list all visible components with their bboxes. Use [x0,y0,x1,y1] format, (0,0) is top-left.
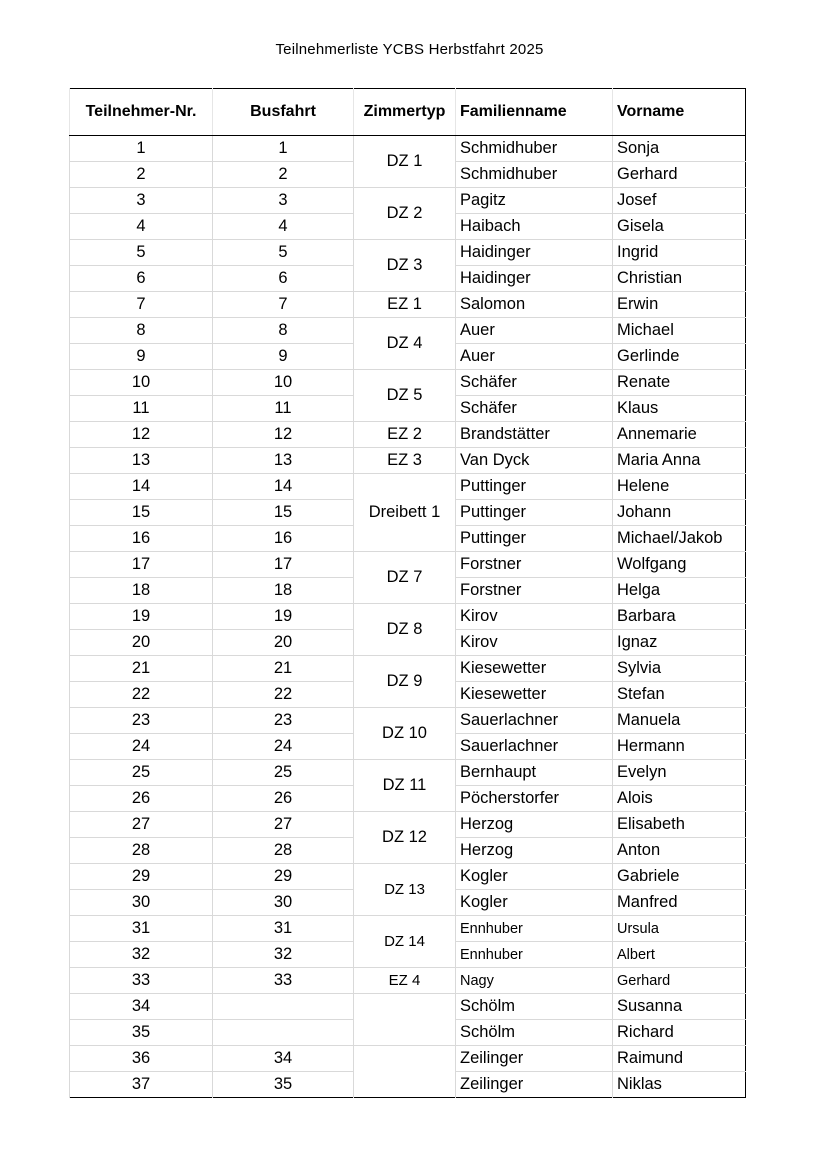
first-name-cell: Gerlinde [613,344,746,370]
last-name-cell: Schmidhuber [456,136,613,162]
table-row [70,136,746,162]
last-name-cell: Herzog [456,812,613,838]
last-name-cell: Ennhuber [456,942,613,968]
participant-number-cell: 27 [70,812,213,838]
bus-trip-cell: 2 [213,162,354,188]
room-type-cell: EZ 2 [354,422,456,448]
room-type-cell: DZ 13 [354,864,456,916]
room-type-cell: Dreibett 1 [354,474,456,552]
participant-table [69,88,746,1098]
last-name-cell: Zeilinger [456,1046,613,1072]
last-name-cell: Kogler [456,864,613,890]
participant-number-cell: 16 [70,526,213,552]
first-name-cell: Ursula [613,916,746,942]
first-name-cell: Helene [613,474,746,500]
last-name-cell: Kogler [456,890,613,916]
participant-number-cell: 34 [70,994,213,1020]
table-row [70,240,746,266]
table-row [70,994,746,1020]
last-name-cell: Auer [456,344,613,370]
bus-trip-cell: 35 [213,1072,354,1098]
bus-trip-cell: 29 [213,864,354,890]
first-name-cell: Stefan [613,682,746,708]
bus-trip-cell: 32 [213,942,354,968]
last-name-cell: Puttinger [456,500,613,526]
table-body [70,136,746,1098]
participant-number-cell: 1 [70,136,213,162]
participant-number-cell: 18 [70,578,213,604]
participant-number-cell: 10 [70,370,213,396]
last-name-cell: Zeilinger [456,1072,613,1098]
room-type-cell: DZ 11 [354,760,456,812]
table-row [70,604,746,630]
first-name-cell: Raimund [613,1046,746,1072]
first-name-cell: Gabriele [613,864,746,890]
participant-number-cell: 5 [70,240,213,266]
last-name-cell: Schäfer [456,396,613,422]
first-name-cell: Anton [613,838,746,864]
bus-trip-cell: 19 [213,604,354,630]
bus-trip-cell: 31 [213,916,354,942]
bus-trip-cell [213,994,354,1020]
room-type-cell: EZ 1 [354,292,456,318]
room-type-cell [354,1046,456,1098]
participant-number-cell: 9 [70,344,213,370]
bus-trip-cell [213,1020,354,1046]
room-type-cell: DZ 7 [354,552,456,604]
bus-trip-cell: 18 [213,578,354,604]
room-type-cell [354,994,456,1046]
first-name-cell: Helga [613,578,746,604]
last-name-cell: Pagitz [456,188,613,214]
last-name-cell: Pöcherstorfer [456,786,613,812]
participant-number-cell: 11 [70,396,213,422]
last-name-cell: Puttinger [456,474,613,500]
header-bus-trip: Busfahrt [213,89,354,136]
table-row [70,1046,746,1072]
room-type-cell: DZ 2 [354,188,456,240]
participant-number-cell: 33 [70,968,213,994]
room-type-cell: DZ 10 [354,708,456,760]
table-row [70,864,746,890]
first-name-cell: Johann [613,500,746,526]
first-name-cell: Michael [613,318,746,344]
table-row [70,708,746,734]
first-name-cell: Erwin [613,292,746,318]
bus-trip-cell: 17 [213,552,354,578]
table-row [70,760,746,786]
last-name-cell: Salomon [456,292,613,318]
last-name-cell: Schölm [456,1020,613,1046]
table-row [70,370,746,396]
participant-number-cell: 12 [70,422,213,448]
last-name-cell: Ennhuber [456,916,613,942]
participant-number-cell: 13 [70,448,213,474]
header-room-type: Zimmertyp [354,89,456,136]
table-row [70,916,746,942]
last-name-cell: Haidinger [456,240,613,266]
bus-trip-cell: 28 [213,838,354,864]
first-name-cell: Ignaz [613,630,746,656]
bus-trip-cell: 34 [213,1046,354,1072]
participant-number-cell: 8 [70,318,213,344]
room-type-cell: DZ 14 [354,916,456,968]
room-type-cell: DZ 8 [354,604,456,656]
first-name-cell: Richard [613,1020,746,1046]
participant-number-cell: 21 [70,656,213,682]
participant-number-cell: 35 [70,1020,213,1046]
room-type-cell: EZ 3 [354,448,456,474]
last-name-cell: Auer [456,318,613,344]
bus-trip-cell: 12 [213,422,354,448]
participant-number-cell: 29 [70,864,213,890]
bus-trip-cell: 6 [213,266,354,292]
first-name-cell: Wolfgang [613,552,746,578]
participant-number-cell: 26 [70,786,213,812]
first-name-cell: Manfred [613,890,746,916]
last-name-cell: Kiesewetter [456,656,613,682]
participant-number-cell: 28 [70,838,213,864]
participant-number-cell: 31 [70,916,213,942]
room-type-cell: DZ 3 [354,240,456,292]
table-header-row [70,89,746,136]
room-type-cell: DZ 1 [354,136,456,188]
last-name-cell: Kirov [456,630,613,656]
participant-number-cell: 22 [70,682,213,708]
last-name-cell: Kiesewetter [456,682,613,708]
participant-number-cell: 17 [70,552,213,578]
bus-trip-cell: 1 [213,136,354,162]
participant-number-cell: 36 [70,1046,213,1072]
first-name-cell: Barbara [613,604,746,630]
table-row [70,812,746,838]
first-name-cell: Maria Anna [613,448,746,474]
first-name-cell: Annemarie [613,422,746,448]
bus-trip-cell: 23 [213,708,354,734]
table-row [70,318,746,344]
participant-number-cell: 37 [70,1072,213,1098]
last-name-cell: Schölm [456,994,613,1020]
participant-number-cell: 14 [70,474,213,500]
last-name-cell: Van Dyck [456,448,613,474]
first-name-cell: Gisela [613,214,746,240]
first-name-cell: Sylvia [613,656,746,682]
participant-number-cell: 23 [70,708,213,734]
last-name-cell: Kirov [456,604,613,630]
bus-trip-cell: 9 [213,344,354,370]
first-name-cell: Renate [613,370,746,396]
participant-number-cell: 4 [70,214,213,240]
bus-trip-cell: 7 [213,292,354,318]
last-name-cell: Haibach [456,214,613,240]
bus-trip-cell: 8 [213,318,354,344]
last-name-cell: Nagy [456,968,613,994]
bus-trip-cell: 16 [213,526,354,552]
first-name-cell: Christian [613,266,746,292]
bus-trip-cell: 33 [213,968,354,994]
last-name-cell: Forstner [456,578,613,604]
last-name-cell: Haidinger [456,266,613,292]
bus-trip-cell: 13 [213,448,354,474]
participant-number-cell: 7 [70,292,213,318]
bus-trip-cell: 26 [213,786,354,812]
first-name-cell: Niklas [613,1072,746,1098]
participant-number-cell: 3 [70,188,213,214]
first-name-cell: Albert [613,942,746,968]
bus-trip-cell: 22 [213,682,354,708]
header-first-name: Vorname [613,89,746,136]
table-row [70,292,746,318]
page-title: Teilnehmerliste YCBS Herbstfahrt 2025 [275,41,544,58]
participant-number-cell: 19 [70,604,213,630]
first-name-cell: Evelyn [613,760,746,786]
last-name-cell: Herzog [456,838,613,864]
table-row [70,474,746,500]
table-row [70,188,746,214]
header-participant-number: Teilnehmer-Nr. [70,89,213,136]
bus-trip-cell: 3 [213,188,354,214]
header-last-name: Familienname [456,89,613,136]
last-name-cell: Sauerlachner [456,734,613,760]
last-name-cell: Forstner [456,552,613,578]
room-type-cell: DZ 4 [354,318,456,370]
first-name-cell: Klaus [613,396,746,422]
bus-trip-cell: 24 [213,734,354,760]
participant-number-cell: 6 [70,266,213,292]
participant-number-cell: 2 [70,162,213,188]
bus-trip-cell: 25 [213,760,354,786]
table-row [70,552,746,578]
participant-number-cell: 30 [70,890,213,916]
last-name-cell: Sauerlachner [456,708,613,734]
first-name-cell: Josef [613,188,746,214]
participant-number-cell: 20 [70,630,213,656]
bus-trip-cell: 27 [213,812,354,838]
bus-trip-cell: 20 [213,630,354,656]
first-name-cell: Michael/Jakob [613,526,746,552]
last-name-cell: Schäfer [456,370,613,396]
last-name-cell: Puttinger [456,526,613,552]
last-name-cell: Brandstätter [456,422,613,448]
first-name-cell: Manuela [613,708,746,734]
bus-trip-cell: 30 [213,890,354,916]
last-name-cell: Bernhaupt [456,760,613,786]
participant-number-cell: 24 [70,734,213,760]
first-name-cell: Gerhard [613,162,746,188]
bus-trip-cell: 14 [213,474,354,500]
bus-trip-cell: 4 [213,214,354,240]
table-row [70,968,746,994]
room-type-cell: DZ 5 [354,370,456,422]
table-row [70,448,746,474]
first-name-cell: Susanna [613,994,746,1020]
bus-trip-cell: 10 [213,370,354,396]
first-name-cell: Gerhard [613,968,746,994]
participant-number-cell: 15 [70,500,213,526]
bus-trip-cell: 5 [213,240,354,266]
first-name-cell: Alois [613,786,746,812]
table-row [70,656,746,682]
first-name-cell: Hermann [613,734,746,760]
first-name-cell: Elisabeth [613,812,746,838]
last-name-cell: Schmidhuber [456,162,613,188]
bus-trip-cell: 21 [213,656,354,682]
first-name-cell: Ingrid [613,240,746,266]
participant-number-cell: 25 [70,760,213,786]
bus-trip-cell: 11 [213,396,354,422]
bus-trip-cell: 15 [213,500,354,526]
room-type-cell: DZ 9 [354,656,456,708]
table-row [70,422,746,448]
room-type-cell: EZ 4 [354,968,456,994]
first-name-cell: Sonja [613,136,746,162]
participant-number-cell: 32 [70,942,213,968]
room-type-cell: DZ 12 [354,812,456,864]
